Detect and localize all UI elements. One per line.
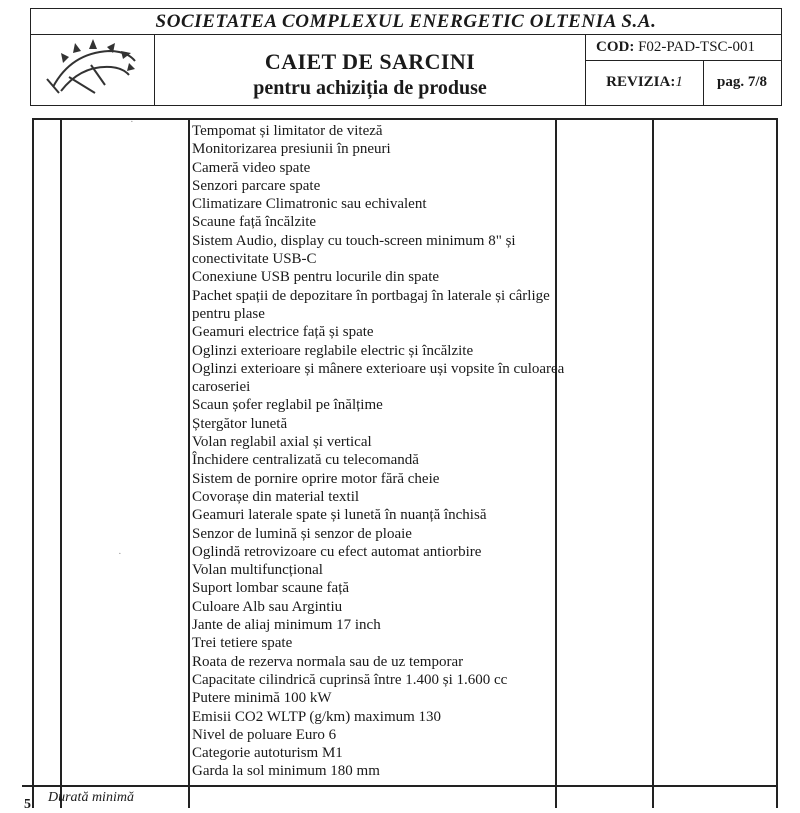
document-meta xyxy=(585,35,781,105)
spec-item: Sistem de pornire oprire motor fără cheie xyxy=(192,470,440,487)
document-title: CAIET DE SARCINI xyxy=(264,49,476,74)
specs-table xyxy=(22,118,778,812)
scan-speck: · xyxy=(118,548,122,560)
page-number: pag. 7/8 xyxy=(716,74,767,90)
spec-item: Covorașe din material textil xyxy=(192,488,360,505)
table-col-divider xyxy=(60,118,62,808)
row-number: 5 xyxy=(24,797,31,812)
spec-item: Climatizare Climatronic sau echivalent xyxy=(192,196,427,213)
table-row-divider xyxy=(22,785,778,787)
spec-item: Monitorizarea presiunii în pneuri xyxy=(192,141,391,158)
table-col-divider xyxy=(188,118,190,808)
spec-item: Geamuri laterale spate și lunetă în nuanță închisă xyxy=(192,507,487,524)
spec-item: Roata de rezerva normala sau de uz temporar xyxy=(192,653,464,670)
spec-item: Senzor de lumină și senzor de ploaie xyxy=(192,525,412,542)
spec-item: Jante de aliaj minimum 17 inch xyxy=(192,617,381,634)
spec-item: Tempomat și limitator de viteză xyxy=(192,123,383,139)
document-title-block xyxy=(155,35,585,105)
company-logo-icon xyxy=(31,35,155,105)
spec-item: Putere minimă 100 kW xyxy=(192,690,332,707)
spec-item: Categorie autoturism M1 xyxy=(192,745,343,762)
spec-item: Trei tetiere spate xyxy=(192,635,293,652)
table-border-left xyxy=(32,118,34,808)
revision xyxy=(586,61,704,105)
spec-item: Senzori parcare spate xyxy=(192,177,321,194)
spec-item: Suport lombar scaune față xyxy=(192,580,350,597)
spec-item: Pachet spații de depozitare în portbagaj în laterale și cârlige pentru plase xyxy=(192,287,550,322)
spec-item: Sistem Audio, display cu touch-screen minimum 8" și conectivitate USB-C xyxy=(192,232,516,268)
spec-item: Emisii CO2 WLTP (g/km) maximum 130 xyxy=(192,708,442,725)
spec-item: Oglinzi exterioare și mânere exterioare uși vopsite în culoarea caroseriei xyxy=(192,360,565,396)
spec-item: Volan multifuncțional xyxy=(192,562,323,579)
document-code xyxy=(586,35,781,61)
table-top-border xyxy=(32,118,778,120)
spec-item: Oglinzi exterioare reglabile electric și încălzite xyxy=(192,342,474,359)
table-col-divider xyxy=(652,118,654,808)
spec-item: Conexiune USB pentru locurile din spate xyxy=(192,269,440,286)
spec-item: Scaune față încălzite xyxy=(192,214,317,231)
revizia-value: 1 xyxy=(675,74,683,90)
spec-item: Închidere centralizată cu telecomandă xyxy=(192,452,419,469)
cod-value: F02-PAD-TSC-001 xyxy=(638,39,756,55)
document-subtitle: pentru achiziția de produse xyxy=(253,77,487,99)
spec-item: Geamuri electrice față și spate xyxy=(192,324,374,341)
spec-item: Cameră video spate xyxy=(192,159,311,176)
spec-item: Ștergător lunetă xyxy=(192,415,288,432)
spec-item: Oglindă retrovizoare cu efect automat antiorbire xyxy=(192,543,482,560)
cod-label: COD: xyxy=(596,39,635,55)
spec-item: Scaun șofer reglabil pe înălțime xyxy=(192,397,383,414)
spec-item: Culoare Alb sau Argintiu xyxy=(192,598,343,615)
scan-speck: · xyxy=(130,116,134,128)
revizia-label: REVIZIA: xyxy=(606,74,676,90)
spec-item: Volan reglabil axial și vertical xyxy=(192,434,372,451)
row-label: Durată minimă xyxy=(48,790,134,805)
spec-item: Garda la sol minimum 180 mm xyxy=(192,763,380,780)
spec-item: Capacitate cilindrică cuprinsă între 1.400 și 1.600 cc xyxy=(192,671,508,688)
document-header xyxy=(30,8,782,106)
specs-list xyxy=(192,122,582,781)
spec-item: Nivel de poluare Euro 6 xyxy=(192,726,337,743)
table-border-right xyxy=(776,118,778,808)
company-name: SOCIETATEA COMPLEXUL ENERGETIC OLTENIA S.A. xyxy=(31,9,781,35)
